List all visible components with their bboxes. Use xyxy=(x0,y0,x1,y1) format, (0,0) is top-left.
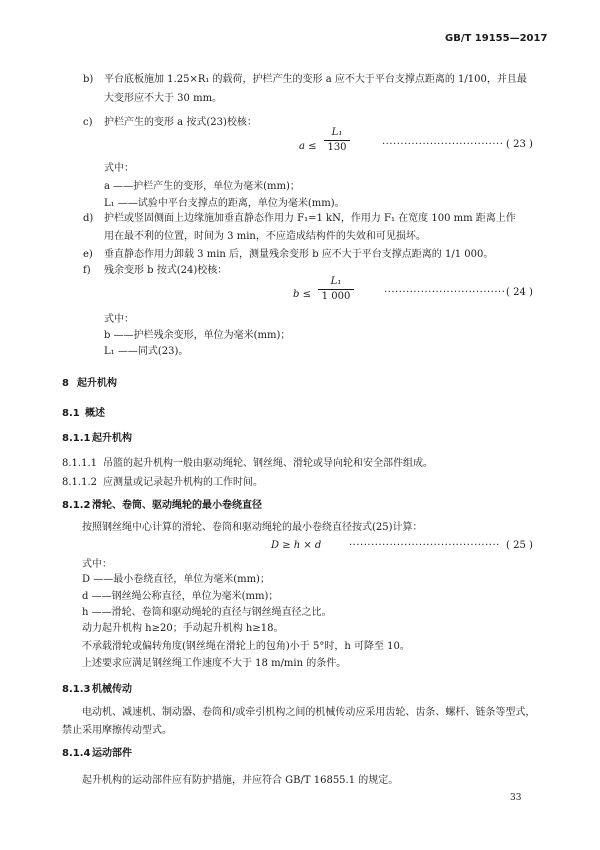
s812-dots: ········································· xyxy=(349,540,500,551)
eq24-fraction-bar xyxy=(318,289,354,290)
s813-line2: 禁止采用摩擦传动型式。 xyxy=(62,725,172,736)
where2-l1: L₁ ——同式(23)。 xyxy=(104,346,189,357)
eq23-lhs: a ≤ xyxy=(299,141,317,152)
item-e-text: 垂直静态作用力卸载 3 min 后，测量残余变形 b 应不大于平台支撑点距离的 1/1 000。 xyxy=(104,249,494,260)
eq24-numerator: L₁ xyxy=(330,276,342,287)
section-8-1-3-title: 机械传动 xyxy=(92,684,132,695)
s812-where-D: D ——最小卷绕直径，单位为毫米(mm)； xyxy=(82,574,270,585)
eq24-fraction xyxy=(318,276,354,303)
item-d-marker: d) xyxy=(83,213,94,224)
s812-formula: D ≥ h × d xyxy=(271,540,322,551)
eq24-label: ( 24 ) xyxy=(506,287,533,298)
s812-where-h: h ——滑轮、卷筒和驱动绳轮的直径与钢丝绳直径之比。 xyxy=(82,607,332,618)
where2-title: 式中： xyxy=(104,314,134,325)
section-8-1-1-2-number: 8.1.1.2 xyxy=(62,477,97,488)
item-f-marker: f) xyxy=(83,265,91,276)
section-8-1-4-title: 运动部件 xyxy=(92,748,132,759)
eq24-lhs: b ≤ xyxy=(293,289,311,300)
item-c-text: 护栏产生的变形 a 按式(23)校核： xyxy=(104,117,257,128)
eq24-dots: ································· xyxy=(384,287,506,298)
section-8-1-1-2-text: 应测量或记录起升机构的工作时间。 xyxy=(103,477,263,488)
where1-l1: L₁ ——试验中平台支撑点的距离，单位为毫米(mm)。 xyxy=(104,198,345,209)
eq23-fraction xyxy=(324,127,350,154)
item-d-line2: 用在最不利的位置，时间为 3 min，不应造成结构件的失效和可见损坏。 xyxy=(104,231,426,242)
eq23-numerator: L₁ xyxy=(331,127,343,138)
section-8-1-title: 概述 xyxy=(85,408,105,419)
page-number: 33 xyxy=(510,793,522,803)
eq23-fraction-bar xyxy=(324,140,350,141)
section-8-1-3-number: 8.1.3 xyxy=(62,684,91,695)
where1-title: 式中： xyxy=(104,163,134,174)
eq23-label: ( 23 ) xyxy=(506,139,533,150)
item-b-marker: b) xyxy=(83,74,94,85)
item-d-line1: 护栏或竖固侧面上边缘施加垂直静态作用力 F₁=1 kN，作用力 F₁ 在宽度 100 mm 距离上作 xyxy=(104,213,516,224)
eq24-denominator: 1 000 xyxy=(321,291,351,302)
section-8-1-1-1-number: 8.1.1.1 xyxy=(62,458,97,469)
item-b-line1: 平台底板施加 1.25×R₁ 的载荷，护栏产生的变形 a 应不大于平台支撑点距离的 1/100，并且最 xyxy=(104,74,527,85)
where2-b: b ——护栏残余变形，单位为毫米(mm)； xyxy=(104,330,291,341)
s812-where-title: 式中： xyxy=(82,559,112,570)
section-8-title: 起升机构 xyxy=(77,378,117,389)
section-8-1-1-1-text: 吊篮的起升机构一般由驱动绳轮、钢丝绳、滑轮或导向轮和安全部件组成。 xyxy=(103,458,433,469)
s812-intro: 按照钢丝绳中心计算的滑轮、卷筒和驱动绳轮的最小卷绕直径按式(25)计算： xyxy=(82,522,423,533)
s812-line1: 动力起升机构 h≥20；手动起升机构 h≥18。 xyxy=(82,623,284,634)
item-c-marker: c) xyxy=(83,117,93,128)
section-8-1-2-number: 8.1.2 xyxy=(62,500,91,511)
section-8-1-1-number: 8.1.1 xyxy=(62,433,91,444)
s813-line1: 电动机、减速机、制动器、卷筒和/或牵引机构之间的机械传动应采用齿轮、齿条、螺杆、链条等型式， xyxy=(82,707,536,718)
eq23-dots: ································· xyxy=(382,139,504,150)
s812-line3: 上述要求应满足钢丝绳工作速度不大于 18 m/min 的条件。 xyxy=(82,658,347,669)
section-8-number: 8 xyxy=(62,378,69,389)
section-8-1-2-title: 滑轮、卷筒、驱动绳轮的最小卷绕直径 xyxy=(92,500,262,511)
s812-line2: 不承载滑轮或偏转角度(钢丝绳在滑轮上的包角)小于 5°时，h 可降至 10。 xyxy=(82,641,410,652)
section-8-1-4-number: 8.1.4 xyxy=(62,748,91,759)
item-e-marker: e) xyxy=(83,249,93,260)
eq23-denominator: 130 xyxy=(327,142,347,153)
item-b-line2: 大变形应不大于 30 mm。 xyxy=(104,93,223,104)
section-8-1-number: 8.1 xyxy=(62,408,80,419)
s812-where-d: d ——钢丝绳公称直径，单位为毫米(mm)； xyxy=(82,591,279,602)
standard-number: GB/T 19155—2017 xyxy=(445,33,548,44)
s812-label: ( 25 ) xyxy=(506,540,533,551)
where1-a: a ——护栏产生的变形，单位为毫米(mm)； xyxy=(104,181,300,192)
section-8-1-1-title: 起升机构 xyxy=(92,433,132,444)
item-f-text: 残余变形 b 按式(24)校核： xyxy=(104,265,228,276)
s814-text: 起升机构的运动部件应有防护措施，并应符合 GB/T 16855.1 的规定。 xyxy=(82,775,399,786)
